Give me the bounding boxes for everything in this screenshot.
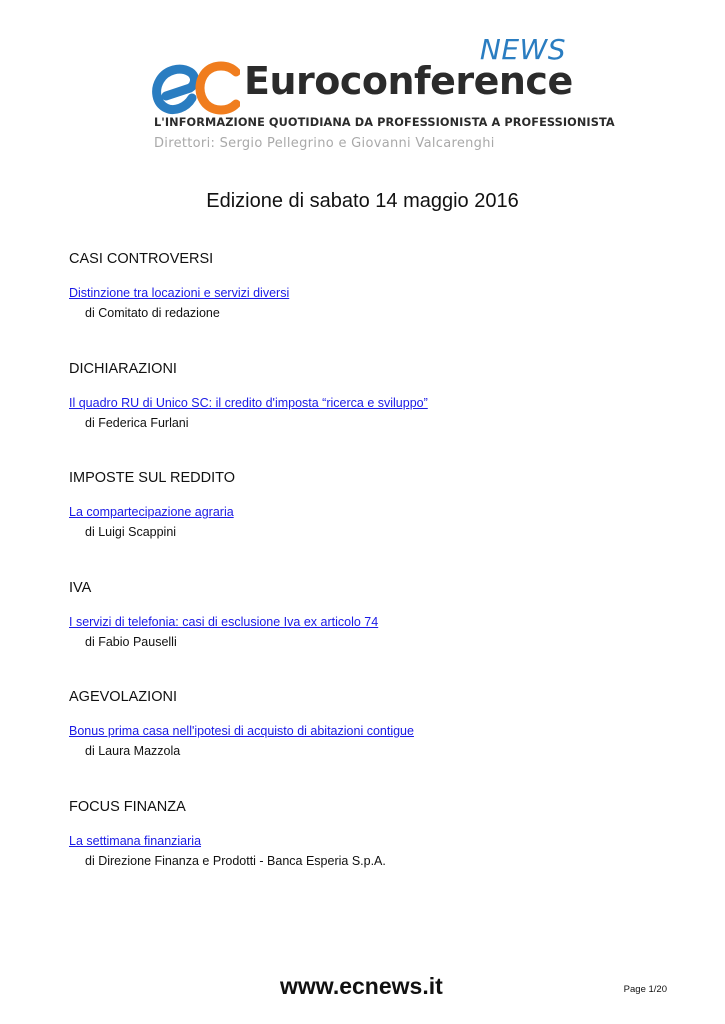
- byline: [85, 415, 669, 431]
- author-name: Federica Furlani: [98, 415, 189, 430]
- byline: [85, 524, 669, 540]
- edition-title: Edizione di sabato 14 maggio 2016: [206, 190, 519, 212]
- article-link[interactable]: La settimana finanziaria: [69, 833, 202, 848]
- article-link[interactable]: Bonus prima casa nell'ipotesi di acquisto di abitazioni contigue: [69, 724, 414, 739]
- article-index: [69, 250, 669, 908]
- byline-prefix: di: [85, 634, 95, 649]
- footer-site-link[interactable]: www.ecnews.it: [280, 973, 443, 999]
- byline-prefix: di: [85, 415, 95, 430]
- directors-line: Direttori: Sergio Pellegrino e Giovanni Valcarenghi: [154, 136, 495, 151]
- section-heading: CASI CONTROVERSI: [69, 251, 214, 267]
- section-agevolazioni: [69, 688, 669, 798]
- ec-logo-icon: [152, 54, 240, 118]
- author-name: Laura Mazzola: [98, 744, 181, 759]
- section-imposte-sul-reddito: [69, 469, 669, 579]
- author-name: Luigi Scappini: [98, 525, 177, 540]
- page-number: Page 1/20: [623, 984, 667, 995]
- article-link[interactable]: I servizi di telefonia: casi di esclusione Iva ex articolo 74: [69, 614, 379, 629]
- byline-prefix: di: [85, 744, 95, 759]
- section-focus-finanza: [69, 798, 669, 908]
- author-name: Direzione Finanza e Prodotti - Banca Esperia S.p.A.: [98, 853, 386, 868]
- byline: [85, 853, 669, 869]
- article-link[interactable]: Distinzione tra locazioni e servizi diversi: [69, 286, 290, 300]
- section-heading: DICHIARAZIONI: [69, 360, 177, 377]
- masthead: [152, 33, 615, 156]
- byline: [85, 634, 669, 650]
- section-heading: AGEVOLAZIONI: [69, 689, 177, 706]
- byline: [85, 743, 669, 759]
- byline-prefix: di: [85, 525, 95, 540]
- byline-prefix: di: [85, 853, 95, 868]
- section-casi-controversi: [69, 250, 669, 360]
- section-heading: IVA: [69, 579, 92, 596]
- section-heading: IMPOSTE SUL REDDITO: [69, 470, 235, 487]
- article-link[interactable]: La compartecipazione agraria: [69, 505, 234, 520]
- brand-name: Euroconference: [244, 59, 573, 103]
- author-name: Comitato di redazione: [98, 306, 220, 320]
- section-heading: FOCUS FINANZA: [69, 798, 186, 815]
- byline: [85, 305, 669, 321]
- brand-news-label: NEWS: [479, 33, 566, 66]
- article-link[interactable]: Il quadro RU di Unico SC: il credito d'imposta “ricerca e sviluppo”: [69, 395, 428, 410]
- section-dichiarazioni: [69, 360, 669, 470]
- tagline: L'INFORMAZIONE QUOTIDIANA DA PROFESSIONISTA A PROFESSIONISTA: [154, 116, 615, 129]
- author-name: Fabio Pauselli: [98, 634, 177, 649]
- section-iva: [69, 579, 669, 689]
- byline-prefix: di: [85, 306, 95, 320]
